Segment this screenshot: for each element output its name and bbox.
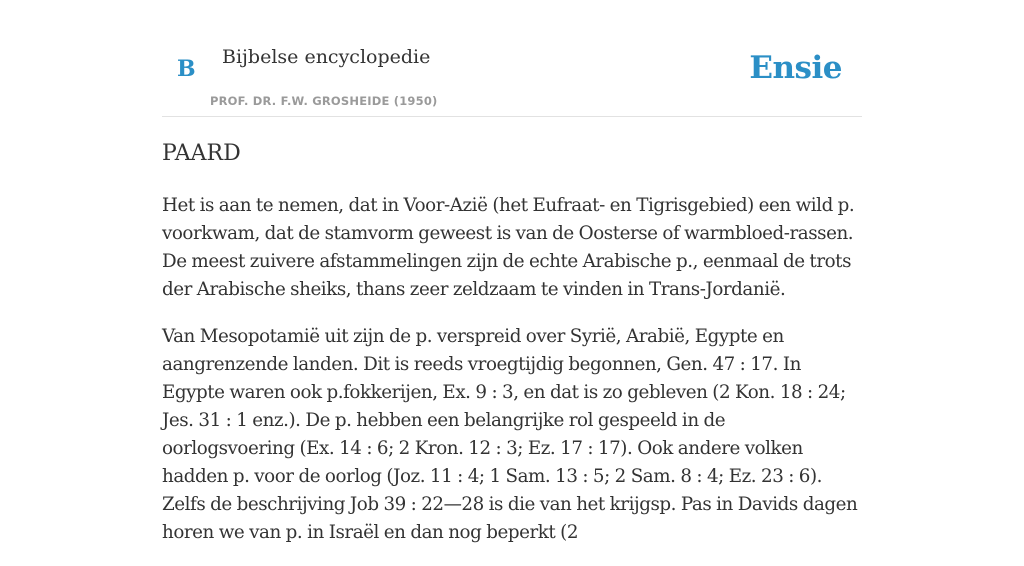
article-body [162, 192, 862, 566]
article-paragraph: Van Mesopotamië uit zijn de p. verspreid over Syrië, Arabië, Egypte en aangrenzende landen. Dit is reeds vroegtijdig begonnen, Gen. 47 : 17. In Egypte waren ook p.fokkerijen, Ex. 9 : 3, en dat is zo gebleven (2 Kon. 18 : 24; Jes. 31 : 1 enz.). De p. hebben een belangrijke rol gespeeld in de oorlogsvoering (Ex. 14 : 6; 2 Kron. 12 : 3; Ez. 17 : 17). Ook andere volken hadden p. voor de oorlog (Joz. 11 : 4; 1 Sam. 13 : 5; 2 Sam. 8 : 4; Ez. 23 : 6). Zelfs de beschrijving Job 39 : 22—28 is die van het krijgsp. Pas in Davids dagen horen we van p. in Israël en dan nog beperkt (2 [162, 326, 858, 543]
book-initial-icon[interactable]: B [177, 56, 196, 82]
article-paragraph: Het is aan te nemen, dat in Voor-Azië (het Eufraat- en Tigrisgebied) een wild p. voorkwam, dat de stamvorm geweest is van de Oosterse of warmbloed-rassen. De meest zuivere afstammelingen zijn de echte Arabische p., eenmaal de trots der Arabische sheiks, thans zeer zeldzaam te vinden in Trans-Jordanië. [162, 195, 855, 300]
book-author: PROF. DR. F.W. GROSHEIDE (1950) [210, 94, 438, 108]
book-title-link[interactable]: Bijbelse encyclopedie [222, 46, 431, 68]
ensie-logo-link[interactable]: Ensie [749, 50, 842, 86]
page-header [162, 0, 862, 117]
article-headword: PAARD [162, 141, 241, 166]
